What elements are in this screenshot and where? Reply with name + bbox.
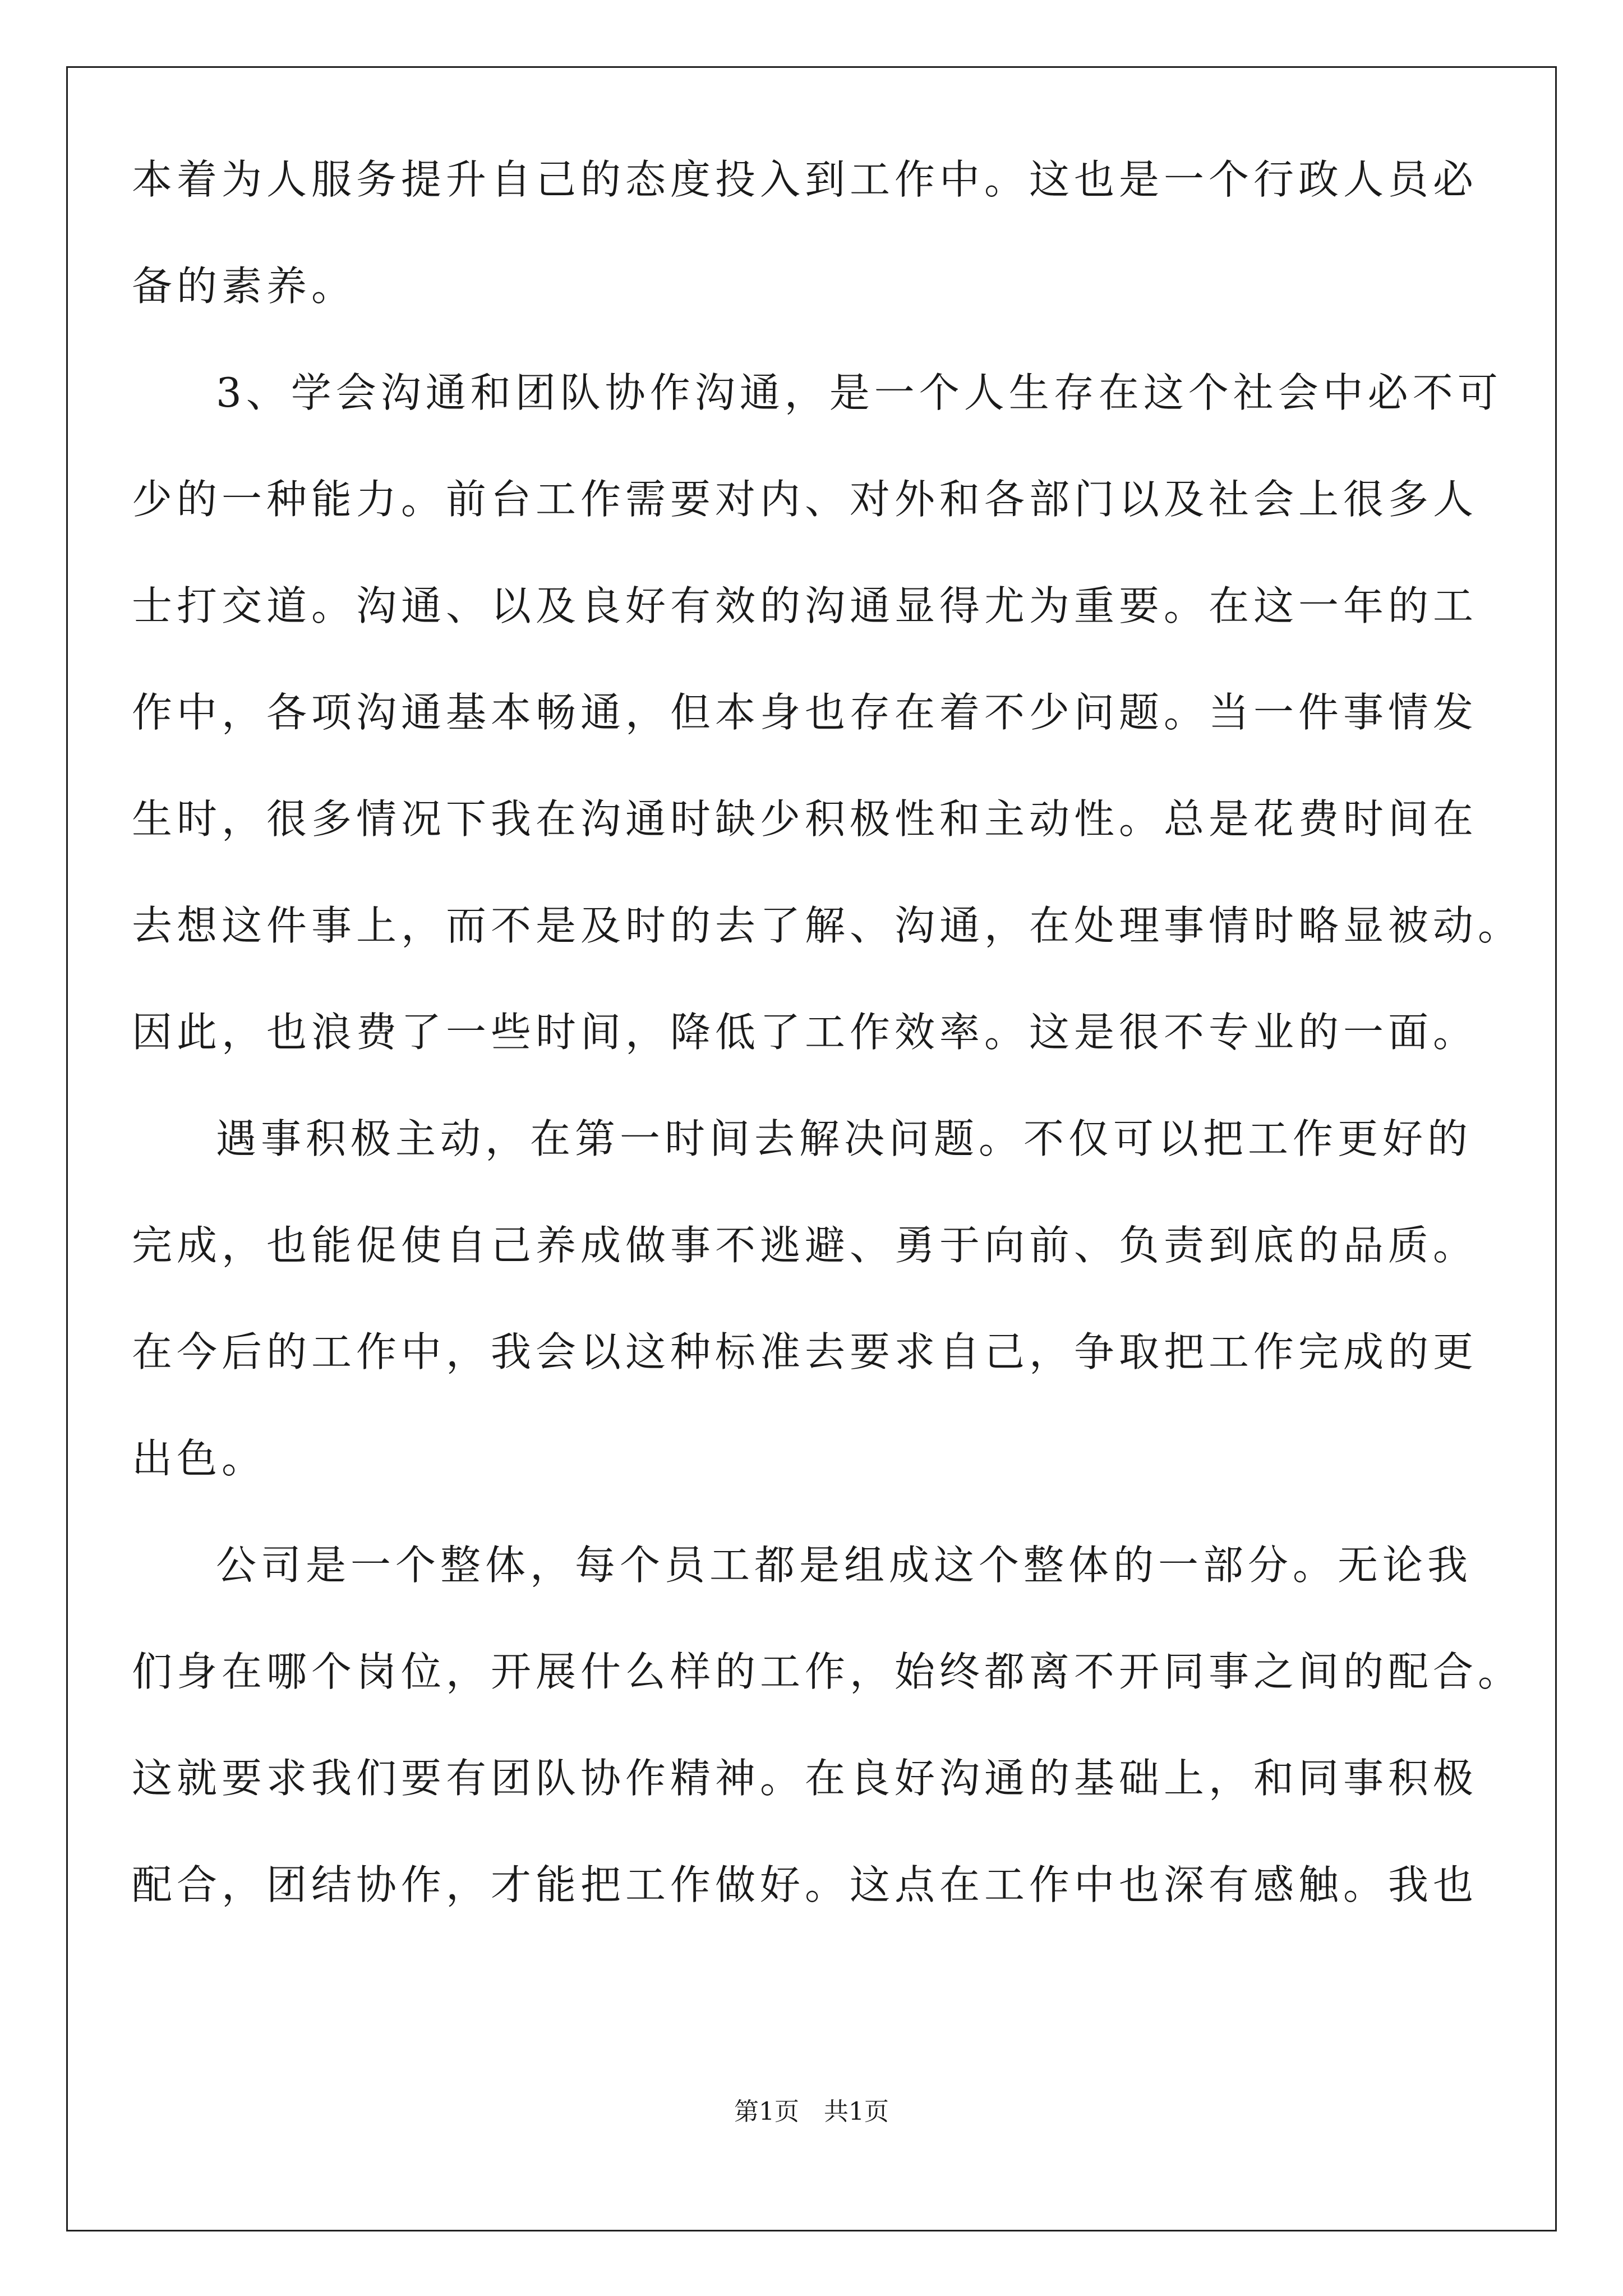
text-line: 出色。 bbox=[132, 1435, 267, 1482]
text-line: 公司是一个整体，每个员工都是组成这个整体的一部分。无论我 bbox=[216, 1542, 1473, 1589]
text-line: 3、学会沟通和团队协作沟通，是一个人生存在这个社会中必不可 bbox=[216, 369, 1502, 416]
text-line: 配合，团结协作，才能把工作做好。这点在工作中也深有感触。我也 bbox=[132, 1861, 1478, 1908]
text-line: 士打交道。沟通、以及良好有效的沟通显得尤为重要。在这一年的工 bbox=[132, 582, 1478, 629]
text-line: 这就要求我们要有团队协作精神。在良好沟通的基础上，和同事积极 bbox=[132, 1755, 1478, 1802]
text-line: 少的一种能力。前台工作需要对内、对外和各部门以及社会上很多人 bbox=[132, 476, 1478, 523]
page-number-footer: 第1页 共1页 bbox=[734, 2097, 889, 2126]
text-line: 们身在哪个岗位，开展什么样的工作，始终都离不开同事之间的配合。 bbox=[132, 1648, 1523, 1695]
text-line: 本着为人服务提升自己的态度投入到工作中。这也是一个行政人员必 bbox=[132, 156, 1478, 203]
text-line: 作中，各项沟通基本畅通，但本身也存在着不少问题。当一件事情发 bbox=[132, 689, 1478, 736]
text-line: 完成，也能促使自己养成做事不逃避、勇于向前、负责到底的品质。 bbox=[132, 1222, 1478, 1269]
text-line: 因此，也浪费了一些时间，降低了工作效率。这是很不专业的一面。 bbox=[132, 1009, 1478, 1056]
text-line: 去想这件事上，而不是及时的去了解、沟通，在处理事情时略显被动。 bbox=[132, 902, 1523, 949]
text-line: 在今后的工作中，我会以这种标准去要求自己，争取把工作完成的更 bbox=[132, 1328, 1478, 1375]
text-line: 生时，很多情况下我在沟通时缺少积极性和主动性。总是花费时间在 bbox=[132, 795, 1478, 843]
document-body bbox=[132, 126, 1523, 1938]
text-line: 遇事积极主动，在第一时间去解决问题。不仅可以把工作更好的 bbox=[216, 1115, 1473, 1162]
text-line: 备的素养。 bbox=[132, 263, 357, 310]
